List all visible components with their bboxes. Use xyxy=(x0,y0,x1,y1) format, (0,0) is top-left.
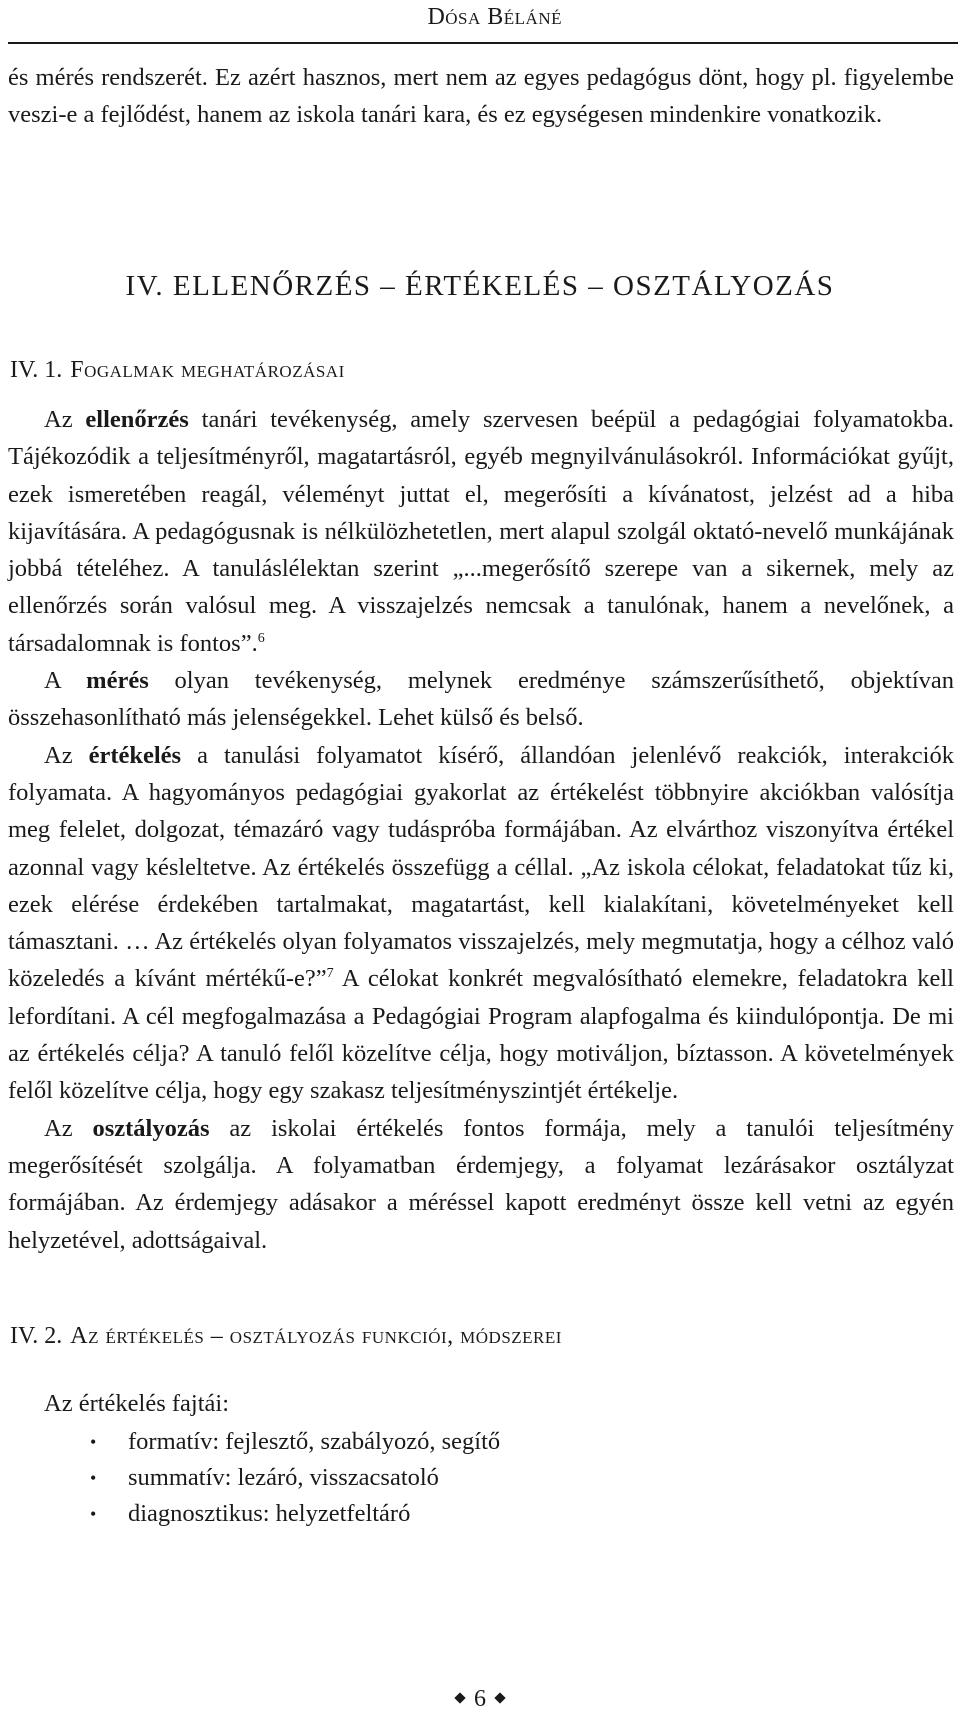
paragraph-meres: A mérés olyan tevékenység, melynek eredménye számszerűsíthető, objektívan összehasonlítható más jelenségekkel. Lehet külső és belső. xyxy=(8,667,954,732)
term-ellenorzes: ellenőrzés xyxy=(85,406,189,433)
term-osztalyozas: osztályozás xyxy=(92,1114,210,1142)
diamond-ornament-icon xyxy=(454,1693,465,1704)
section-title: Az értékelés – osztályozás funkciói, módszerei xyxy=(70,1323,562,1349)
chapter-title: IV. ELLENŐRZÉS – ÉRTÉKELÉS – OSZTÁLYOZÁS xyxy=(125,270,835,302)
list-item: • summatív: lezáró, visszacsatoló xyxy=(90,1460,500,1496)
bullet-icon: • xyxy=(90,1468,97,1488)
bullet-icon: • xyxy=(90,1504,97,1524)
running-head: Dósa Béláné xyxy=(427,4,562,30)
list-intro: Az értékelés fajtái: xyxy=(44,1390,230,1417)
term-ertekeles: értékelés xyxy=(88,741,182,769)
list-item: • diagnosztikus: helyzetfeltáró xyxy=(90,1496,500,1532)
section-number: IV. 1. xyxy=(10,357,63,383)
paragraph-osztalyozas: Az osztályozás az iskolai értékelés fontos formája, mely a tanulói teljesítmény megerősítését szolgálja. A folyamatban érdemjegy, a folyamat lezárásakor osztályzat formájában. Az érdemjegy adásakor a méréssel kapott eredményt össze kell vetni az egyén helyzetével, adottságaival. xyxy=(8,1114,955,1254)
section-heading-2 xyxy=(10,1318,562,1354)
footnote-ref: 7 xyxy=(326,966,334,982)
page-number xyxy=(0,1684,960,1714)
footnote-ref: 6 xyxy=(257,630,265,646)
intro-text: és mérés rendszerét. Ez azért hasznos, mert nem az egyes pedagógus dönt, hogy pl. figyelembe veszi-e a fejlődést, hanem az iskola tanári kara, és ez egységesen mindenkire vonatkozik. xyxy=(8,64,954,129)
section-heading-1 xyxy=(10,352,345,388)
bullet-icon: • xyxy=(90,1432,97,1452)
page-number-text: 6 xyxy=(474,1686,486,1712)
section-title: Fogalmak meghatározásai xyxy=(70,357,345,383)
diamond-ornament-icon xyxy=(494,1693,505,1704)
list-item: • formatív: fejlesztő, szabályozó, segítő xyxy=(90,1424,500,1460)
paragraph-ertekeles: Az értékelés a tanulási folyamatot kísérő, állandóan jelenlévő reakciók, interakciók folyamata. A hagyományos pedagógiai gyakorlat az értékelést többnyire akciókban valósítja meg felelet, dolgozat, témazáró vagy tudáspróba formájában. Az elvárthoz viszonyítva értékel azonnal vagy késleltetve. Az értékelés összefügg a céllal. „Az iskola célokat, feladatokat tűz ki, ezek elérése érdekében tartalmakat, magatartást, kell kialakítani, követelményeket kell támasztani. … Az értékelés olyan folyamatos visszajelzés, mely megmutatja, hogy a célhoz való közeledés a kívánt mértékű-e?”$^7$ A célokat konkrét megvalósítható elemekre, feladatokra kell lefordítani. A cél megfogalmazása a Pedagógiai Program alapfogalma és kiindulópontja. De mi az értékelés célja? A tanuló felől közelítve célja, hogy motiváljon, bíztasson. A követelmények felől közelítve célja, hogy egy szakasz teljesítményszintjét értékelje. xyxy=(8,741,954,1105)
intro-paragraph xyxy=(8,59,954,134)
section-number: IV. 2. xyxy=(10,1323,63,1349)
paragraph-ellenorzes: Az ellenőrzés tanári tevékenység, amely szervesen beépül a pedagógiai folyamatokba. Tájékozódik a teljesítményről, magatartásról, egyéb megnyilvánulásokról. Információkat gyűjt, ezek ismeretében reagál, véleményt juttat el, megerősíti a kívánatost, jelzést ad a hiba kijavítására. A pedagógusnak is nélkülözhetetlen, mert alapul szolgál oktató-nevelő munkájának jobbá tételéhez. A tanuláslélektan szerint „...megerősítő szerepe van a sikernek, mely az ellenőrzés során valósul meg. A visszajelzés nemcsak a tanulónak, hanem a nevelőnek, a társadalomnak is fontos”.$^6$ xyxy=(8,406,954,657)
evaluation-types-list xyxy=(90,1424,500,1532)
term-meres: mérés xyxy=(86,667,149,695)
section-1-body xyxy=(8,401,954,1259)
header-rule xyxy=(8,42,958,44)
